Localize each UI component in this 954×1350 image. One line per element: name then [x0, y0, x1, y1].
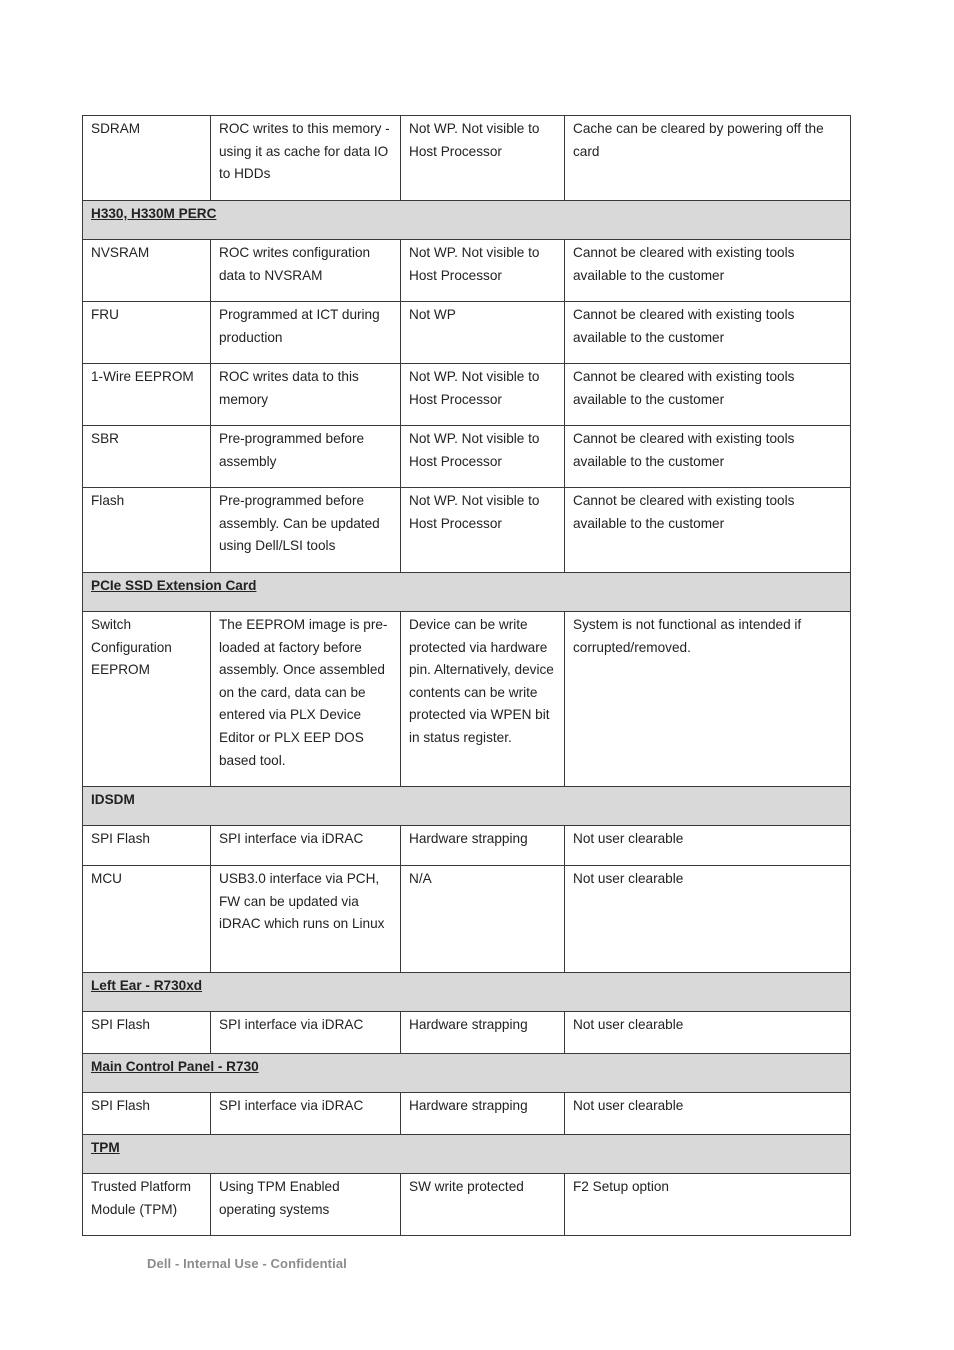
write-protect-cell: Not WP. Not visible to Host Processor — [401, 364, 565, 426]
confidentiality-footer: Dell - Internal Use - Confidential — [147, 1256, 347, 1271]
memory-name-cell: Switch Configuration EEPROM — [83, 612, 211, 787]
section-heading — [83, 573, 851, 612]
memory-name-cell: SPI Flash — [83, 826, 211, 866]
write-protect-cell: Not WP — [401, 302, 565, 364]
clearing-cell: Cannot be cleared with existing tools available to the customer — [565, 426, 851, 488]
clearing-cell: Cannot be cleared with existing tools available to the customer — [565, 364, 851, 426]
clearing-cell: System is not functional as intended if corrupted/removed. — [565, 612, 851, 787]
description-cell: ROC writes data to this memory — [211, 364, 401, 426]
memory-name-cell: NVSRAM — [83, 240, 211, 302]
memory-name-cell: MCU — [83, 866, 211, 973]
description-cell: SPI interface via iDRAC — [211, 1012, 401, 1054]
memory-name-cell: SPI Flash — [83, 1093, 211, 1135]
memory-table — [82, 115, 851, 1236]
section-heading-text: TPM — [91, 1140, 120, 1155]
clearing-cell: Cannot be cleared with existing tools available to the customer — [565, 240, 851, 302]
section-header-row — [83, 201, 851, 240]
table-row — [83, 426, 851, 488]
table-row — [83, 1174, 851, 1236]
memory-table-body — [83, 116, 851, 1236]
write-protect-cell: Hardware strapping — [401, 1093, 565, 1135]
description-cell: Pre-programmed before assembly. Can be updated using Dell/LSI tools — [211, 488, 401, 573]
description-cell: SPI interface via iDRAC — [211, 1093, 401, 1135]
write-protect-cell: SW write protected — [401, 1174, 565, 1236]
table-row — [83, 1093, 851, 1135]
section-header-row — [83, 973, 851, 1012]
description-cell: Pre-programmed before assembly — [211, 426, 401, 488]
section-heading-text: Left Ear - R730xd — [91, 978, 203, 993]
description-cell: Programmed at ICT during production — [211, 302, 401, 364]
section-heading-text: IDSDM — [91, 792, 135, 807]
section-heading-text: Main Control Panel - R730 — [91, 1059, 259, 1074]
memory-name-cell: SBR — [83, 426, 211, 488]
section-heading — [83, 201, 851, 240]
section-heading-text: PCIe SSD Extension Card — [91, 578, 257, 593]
description-cell: Using TPM Enabled operating systems — [211, 1174, 401, 1236]
clearing-cell: Cache can be cleared by powering off the card — [565, 116, 851, 201]
section-heading — [83, 1135, 851, 1174]
write-protect-cell: Not WP. Not visible to Host Processor — [401, 240, 565, 302]
clearing-cell: Cannot be cleared with existing tools available to the customer — [565, 488, 851, 573]
table-row — [83, 612, 851, 787]
table-row — [83, 240, 851, 302]
section-heading — [83, 973, 851, 1012]
clearing-cell: Not user clearable — [565, 826, 851, 866]
description-cell: SPI interface via iDRAC — [211, 826, 401, 866]
write-protect-cell: Not WP. Not visible to Host Processor — [401, 116, 565, 201]
memory-name-cell: SPI Flash — [83, 1012, 211, 1054]
section-header-row — [83, 573, 851, 612]
section-header-row — [83, 1054, 851, 1093]
description-cell: ROC writes to this memory - using it as cache for data IO to HDDs — [211, 116, 401, 201]
section-heading — [83, 787, 851, 826]
clearing-cell: Not user clearable — [565, 866, 851, 973]
section-header-row — [83, 787, 851, 826]
section-heading-text: H330, H330M PERC — [91, 206, 217, 221]
write-protect-cell: Not WP. Not visible to Host Processor — [401, 488, 565, 573]
table-row — [83, 1012, 851, 1054]
table-row — [83, 116, 851, 201]
description-cell: The EEPROM image is pre-loaded at factory before assembly. Once assembled on the card, data can be entered via PLX Device Editor or PLX EEP DOS based tool. — [211, 612, 401, 787]
write-protect-cell: Hardware strapping — [401, 826, 565, 866]
table-row — [83, 826, 851, 866]
write-protect-cell: N/A — [401, 866, 565, 973]
description-cell: ROC writes configuration data to NVSRAM — [211, 240, 401, 302]
clearing-cell: Not user clearable — [565, 1093, 851, 1135]
section-heading — [83, 1054, 851, 1093]
table-row — [83, 488, 851, 573]
clearing-cell: Not user clearable — [565, 1012, 851, 1054]
section-header-row — [83, 1135, 851, 1174]
memory-name-cell: 1-Wire EEPROM — [83, 364, 211, 426]
memory-name-cell: SDRAM — [83, 116, 211, 201]
memory-name-cell: Trusted Platform Module (TPM) — [83, 1174, 211, 1236]
description-cell: USB3.0 interface via PCH, FW can be updated via iDRAC which runs on Linux — [211, 866, 401, 973]
memory-name-cell: FRU — [83, 302, 211, 364]
table-row — [83, 364, 851, 426]
write-protect-cell: Device can be write protected via hardware pin. Alternatively, device contents can be write protected via WPEN bit in status register. — [401, 612, 565, 787]
table-row — [83, 866, 851, 973]
memory-name-cell: Flash — [83, 488, 211, 573]
write-protect-cell: Not WP. Not visible to Host Processor — [401, 426, 565, 488]
clearing-cell: Cannot be cleared with existing tools available to the customer — [565, 302, 851, 364]
write-protect-cell: Hardware strapping — [401, 1012, 565, 1054]
table-row — [83, 302, 851, 364]
clearing-cell: F2 Setup option — [565, 1174, 851, 1236]
